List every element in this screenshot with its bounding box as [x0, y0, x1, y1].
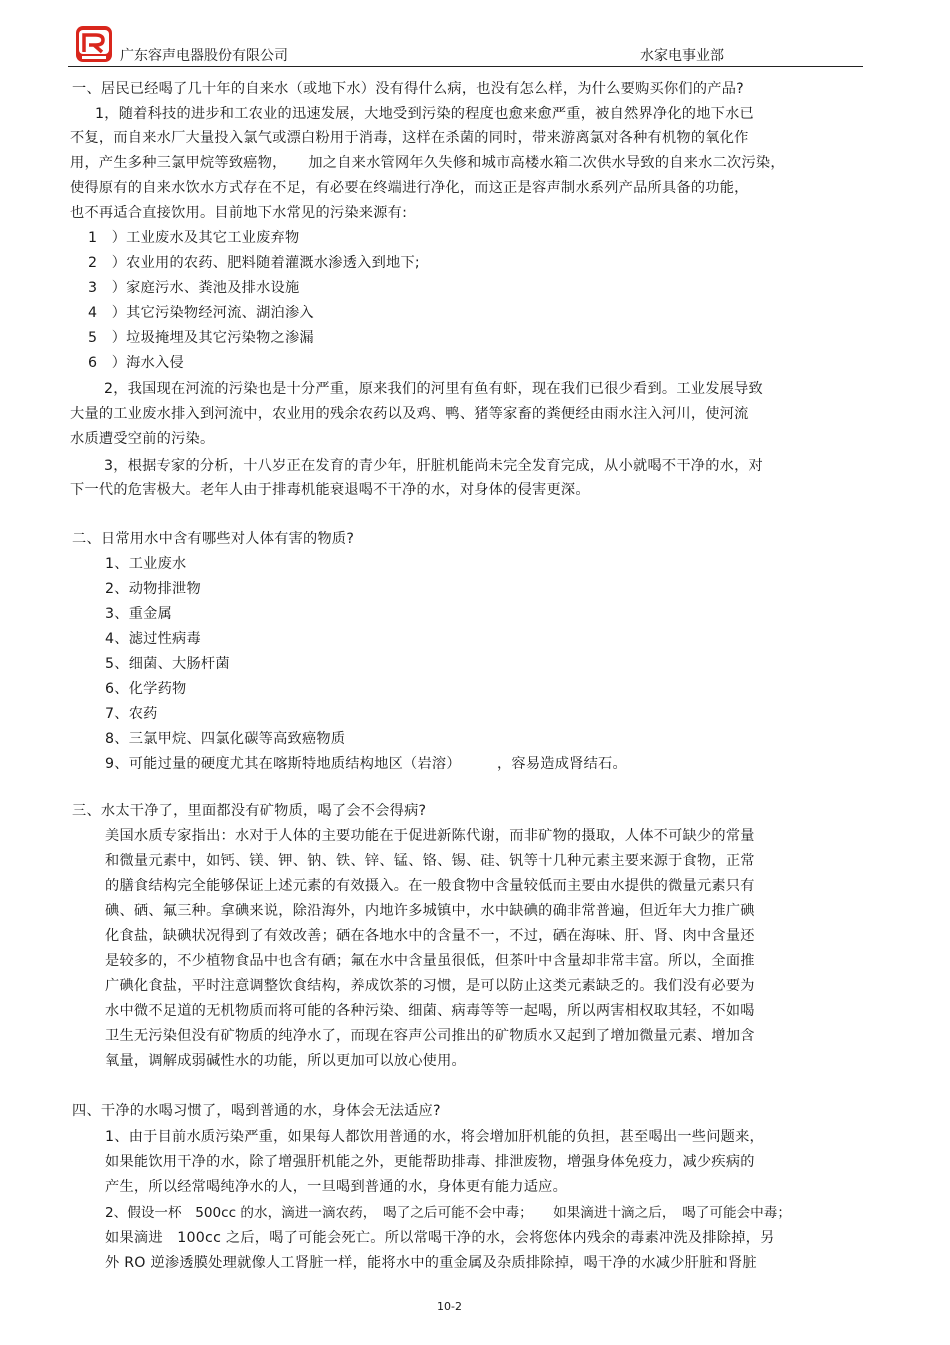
page-header: [68, 24, 863, 67]
section-4-title: 四、干净的水喝习惯了，喝到普通的水，身体会无法适应?: [72, 1103, 441, 1119]
section-4-para-1-line: 产生，所以经常喝纯净水的人，一旦喝到普通的水，身体更有能力适应。: [105, 1179, 568, 1195]
section-1-para-3-line: 3，根据专家的分析，十八岁正在发育的青少年，肝脏机能尚未完全发育完成，从小就喝不干净的水，对: [104, 458, 763, 474]
section-1-para-2-line: 2，我国现在河流的污染也是十分严重，原来我们的河里有鱼有虾，现在我们已很少看到。工业发展导致: [104, 381, 763, 397]
section-1-title: 一、居民已经喝了几十年的自来水（或地下水）没有得什么病，也没有怎么样，为什么要购买你们的产品?: [72, 81, 744, 97]
section-3-para-line: 美国水质专家指出：水对于人体的主要功能在于促进新陈代谢，而非矿物的摄取，人体不可缺少的常量: [105, 828, 755, 844]
ronshen-logo-icon: [74, 24, 114, 64]
list-item: 5、细菌、大肠杆菌: [105, 656, 230, 672]
list-item: 5 ）垃圾掩埋及其它污染物之渗漏: [88, 330, 314, 346]
section-3-title: 三、水太干净了，里面都没有矿物质，喝了会不会得病?: [72, 803, 427, 819]
section-3-para-line: 和微量元素中，如钙、镁、钾、钠、铁、锌、锰、铬、锡、硅、钒等十几种元素主要来源于食物，正常: [105, 853, 755, 869]
section-4-para-2-line: 2、假设一杯 500cc 的水，滴进一滴农药， 喝了之后可能不会中毒； 如果滴进十滴之后， 喝了可能会中毒；: [105, 1205, 791, 1221]
section-1-para-1-line: 也不再适合直接饮用。目前地下水常见的污染来源有:: [70, 205, 408, 221]
section-4-para-1-line: 1、由于目前水质污染严重，如果每人都饮用普通的水，将会增加肝机能的负担，甚至喝出一些问题来，: [105, 1129, 764, 1145]
section-3-para-line: 是较多的，不少植物食品中也含有硒；氟在水中含量虽很低，但茶叶中含量却非常丰富。所以，全面推: [105, 953, 755, 969]
section-3-para-line: 卫生无污染但没有矿物质的纯净水了，而现在容声公司推出的矿物质水又起到了增加微量元素、增加含: [105, 1028, 755, 1044]
list-item: 2、动物排泄物: [105, 581, 201, 597]
section-3-para-line: 碘、硒、氟三种。拿碘来说，除沿海外，内地许多城镇中，水中缺碘的确非常普遍，但近年大力推广碘: [105, 903, 755, 919]
section-1-para-2-line: 大量的工业废水排入到河流中，农业用的残余农药以及鸡、鸭、猪等家畜的粪便经由雨水注入河川，使河流: [70, 406, 749, 422]
list-item: 9、可能过量的硬度尤其在喀斯特地质结构地区（岩溶） ，容易造成肾结石。: [105, 756, 627, 772]
section-3-para-line: 化食盐，缺碘状况得到了有效改善；硒在各地水中的含量不一，不过，硒在海味、肝、肾、肉中含量还: [105, 928, 755, 944]
company-name: 广东容声电器股份有限公司: [120, 48, 288, 64]
page-number: 10-2: [437, 1300, 462, 1313]
list-item: 7、农药: [105, 706, 158, 722]
section-4-para-1-line: 如果能饮用干净的水，除了增强肝机能之外，更能帮助排毒、排泄废物，增强身体免疫力，减少疾病的: [105, 1154, 755, 1170]
list-item: 1、工业废水: [105, 556, 187, 572]
section-3-para-line: 广碘化食盐，平时注意调整饮食结构，养成饮茶的习惯，是可以防止这类元素缺乏的。我们没有必要为: [105, 978, 755, 994]
section-1-para-1-line: 不复，而自来水厂大量投入氯气或漂白粉用于消毒，这样在杀菌的同时，带来游离氯对各种有机物的氧化作: [70, 130, 749, 146]
section-1-para-1-line: 用，产生多种三氯甲烷等致癌物， 加之自来水管网年久失修和城市高楼水箱二次供水导致的自来水二次污染，: [70, 155, 785, 171]
section-2-title: 二、日常用水中含有哪些对人体有害的物质?: [72, 531, 355, 547]
section-4-para-2-line: 如果滴进 100cc 之后，喝了可能会死亡。所以常喝干净的水，会将您体内残余的毒素冲洗及排除掉，另: [105, 1230, 775, 1246]
list-item: 4、滤过性病毒: [105, 631, 201, 647]
list-item: 4 ）其它污染物经河流、湖泊渗入: [88, 305, 314, 321]
list-item: 6、化学药物: [105, 681, 187, 697]
list-item: 6 ）海水入侵: [88, 355, 184, 371]
section-1-para-1-line: 1，随着科技的进步和工农业的迅速发展，大地受到污染的程度也愈来愈严重，被自然界净化的地下水已: [95, 106, 754, 122]
section-4-para-2-line: 外 RO 逆渗透膜处理就像人工肾脏一样，能将水中的重金属及杂质排除掉，喝干净的水减少肝脏和肾脏: [105, 1255, 757, 1271]
list-item: 8、三氯甲烷、四氯化碳等高致癌物质: [105, 731, 346, 747]
list-item: 1 ）工业废水及其它工业废弃物: [88, 230, 300, 246]
section-1-para-3-line: 下一代的危害极大。老年人由于排毒机能衰退喝不干净的水，对身体的侵害更深。: [70, 482, 590, 498]
list-item: 2 ）农业用的农药、肥料随着灌溉水渗透入到地下;: [88, 255, 420, 271]
section-3-para-line: 水中微不足道的无机物质而将可能的各种污染、细菌、病毒等等一起喝，所以两害相权取其轻，不如喝: [105, 1003, 755, 1019]
section-1-para-1-line: 使得原有的自来水饮水方式存在不足，有必要在终端进行净化，而这正是容声制水系列产品所具备的功能，: [70, 180, 749, 196]
department-name: 水家电事业部: [640, 48, 724, 64]
section-3-para-line: 的膳食结构完全能够保证上述元素的有效摄入。在一般食物中含量较低而主要由水提供的微量元素只有: [105, 878, 755, 894]
section-3-para-line: 氧量，调解成弱碱性水的功能，所以更加可以放心使用。: [105, 1053, 466, 1069]
section-1-para-2-line: 水质遭受空前的污染。: [70, 431, 215, 447]
list-item: 3、重金属: [105, 606, 173, 622]
list-item: 3 ）家庭污水、粪池及排水设施: [88, 280, 300, 296]
